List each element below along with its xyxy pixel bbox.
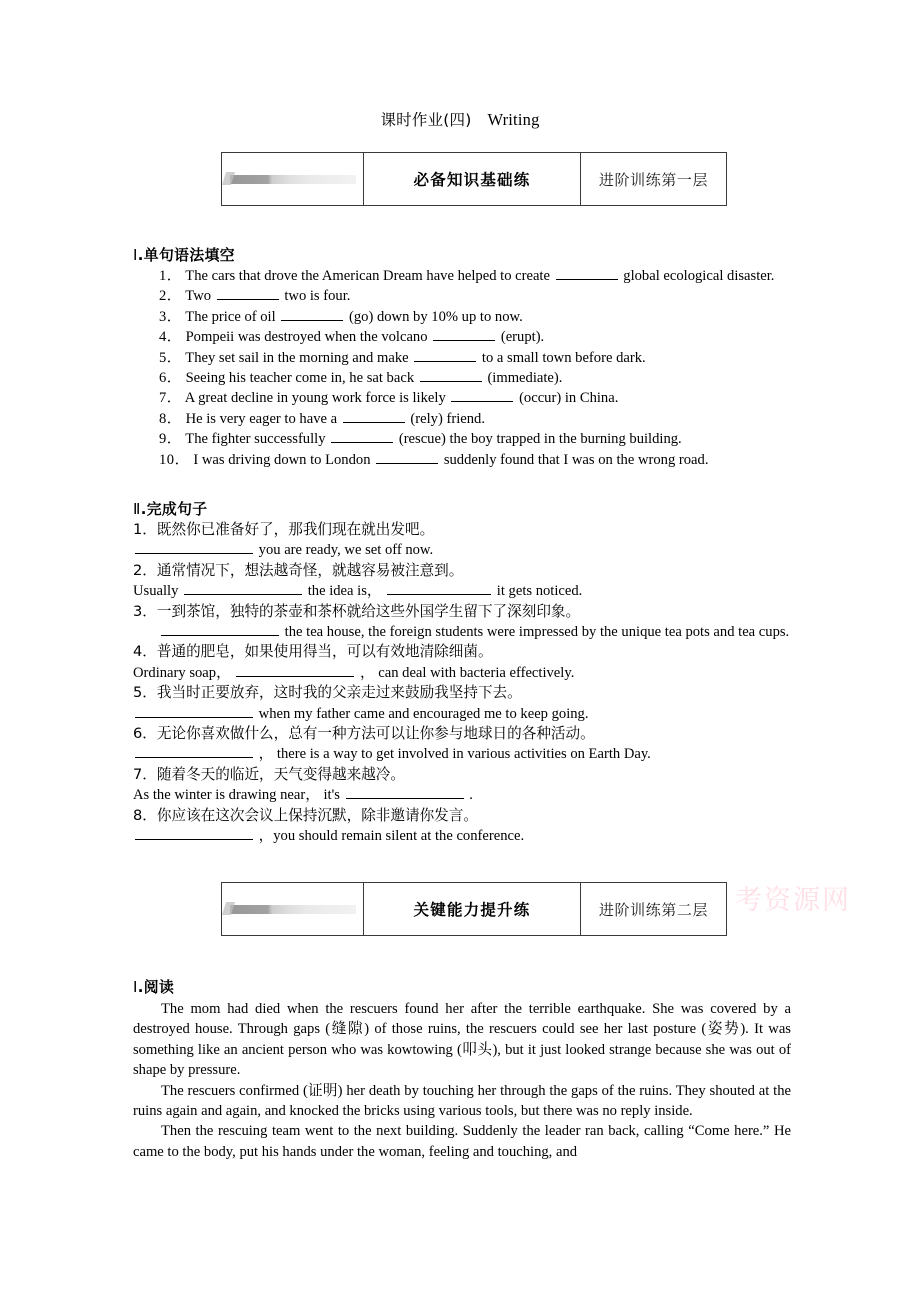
banner-label-1: 必备知识基础练 — [364, 153, 581, 205]
item-number: 7． — [133, 765, 157, 783]
translation-item — [133, 642, 791, 683]
translation-item — [133, 683, 791, 724]
section-one-heading-text: .单句语法填空 — [137, 247, 235, 264]
fill-in-blank[interactable] — [184, 581, 302, 595]
faded-smudge-icon — [230, 905, 356, 914]
prompt-text: 普通的肥皂，如果使用得当，可以有效地清除细菌。 — [156, 643, 493, 661]
item-text-after-blank: (rely) friend. — [410, 410, 485, 427]
section-two-numeral: Ⅱ — [133, 502, 141, 518]
section-two-heading-text: .完成句子 — [140, 501, 208, 518]
passage-paragraph: The rescuers confirmed (证明) her death by touching her through the gaps of the ruins. They shouted at the ruins again and again, and knocked the bricks using various tools, but there was no reply inside. — [133, 1082, 791, 1120]
translation-item — [133, 520, 791, 561]
fill-in-blank[interactable] — [420, 368, 482, 382]
translation-prompt-cn — [133, 602, 791, 622]
section-one-heading — [133, 246, 791, 266]
section-one-items — [133, 266, 791, 470]
section-three-heading-text: .阅读 — [137, 979, 175, 996]
translation-prompt-cn — [133, 806, 791, 826]
translation-answer-line — [133, 744, 791, 764]
answer-text: when my father came and encouraged me to keep going. — [258, 705, 589, 722]
fill-in-blank[interactable] — [433, 327, 495, 341]
item-text-before-blank: The cars that drove the American Dream have helped to create — [185, 268, 550, 284]
answer-text: it gets noticed. — [496, 583, 583, 600]
passage-paragraph: The mom had died when the rescuers found her after the terrible earthquake. She was covered by a destroyed house. Through gaps (缝隙) of those ruins, the rescuers could see her last posture (姿势). It was something like an ancient person who was kowtowing (叩头), but it just looked strange because she was out of shape by pressure. — [133, 1001, 791, 1079]
fill-in-blank[interactable] — [556, 266, 618, 280]
item-text-before-blank: He is very eager to have a — [185, 410, 338, 427]
fill-in-blank[interactable] — [343, 409, 405, 423]
item-text-after-blank: (go) down by 10% up to now. — [348, 308, 523, 325]
grammar-item — [133, 266, 791, 286]
banner-label-2: 关键能力提升练 — [364, 883, 581, 935]
item-text-before-blank: They set sail in the morning and make — [185, 349, 409, 366]
grammar-item — [133, 368, 791, 388]
item-number: 3． — [159, 308, 182, 325]
fill-in-blank[interactable] — [161, 622, 279, 636]
translation-answer-line — [133, 704, 791, 724]
item-number: 9． — [159, 431, 182, 448]
grammar-item — [133, 307, 791, 327]
prompt-text: 通常情况下，想法越奇怪，就越容易被注意到。 — [156, 561, 464, 579]
translation-item — [133, 765, 791, 806]
grammar-item — [133, 450, 791, 470]
item-number: 3． — [133, 602, 157, 620]
answer-text-mid: the idea is， — [307, 583, 382, 600]
answer-text: ， can deal with bacteria effectively. — [360, 664, 575, 681]
translation-item — [133, 561, 791, 602]
faded-smudge-icon — [230, 175, 356, 184]
grammar-item — [133, 388, 791, 408]
section-three-numeral: Ⅰ — [133, 980, 138, 996]
page-title-en: Writing — [487, 110, 540, 129]
section-one-numeral: Ⅰ — [133, 248, 138, 264]
translation-item — [133, 724, 791, 765]
fill-in-blank[interactable] — [346, 785, 464, 799]
translation-prompt-cn — [133, 520, 791, 540]
item-text-before-blank: Two — [185, 288, 212, 305]
translation-prompt-cn — [133, 724, 791, 744]
item-text-before-blank: Pompeii was destroyed when the volcano — [185, 329, 428, 346]
translation-answer-line — [133, 826, 791, 846]
fill-in-blank[interactable] — [135, 744, 253, 758]
reading-passage — [133, 999, 791, 1162]
fill-in-blank[interactable] — [331, 429, 393, 443]
watermark: 考资源网 — [735, 885, 851, 916]
page-title — [0, 110, 920, 130]
item-number: 1． — [159, 268, 182, 284]
item-text-after-blank: (immediate). — [487, 370, 563, 387]
answer-text-pre: Ordinary soap， — [133, 664, 231, 681]
section-two-heading — [133, 500, 791, 520]
answer-text: the tea house, the foreign students were impressed by the unique tea pots and tea cups. — [284, 624, 790, 641]
item-text-before-blank: The price of oil — [185, 308, 276, 325]
fill-in-blank[interactable] — [387, 581, 491, 595]
item-number: 6． — [159, 370, 182, 387]
answer-text-pre: Usually — [133, 583, 179, 600]
answer-text: ， there is a way to get involved in various activities on Earth Day. — [258, 746, 651, 763]
answer-text: . — [469, 787, 473, 804]
prompt-text: 既然你已准备好了，那我们现在就出发吧。 — [156, 521, 435, 538]
answer-text: ，you should remain silent at the conference. — [258, 828, 525, 845]
banner-decoration-cell-1 — [222, 153, 364, 205]
banner-decoration-cell-2 — [222, 883, 364, 935]
prompt-text: 我当时正要放弃，这时我的父亲走过来鼓励我坚持下去。 — [156, 684, 522, 702]
prompt-text: 无论你喜欢做什么，总有一种方法可以让你参与地球日的各种活动。 — [156, 725, 595, 743]
fill-in-blank[interactable] — [281, 307, 343, 321]
item-text-before-blank: The fighter successfully — [185, 431, 326, 448]
item-number: 1． — [133, 521, 157, 538]
item-text-after-blank: two is four. — [284, 288, 351, 305]
translation-answer-line — [133, 540, 791, 560]
section-three-heading — [133, 978, 791, 998]
answer-text: you are ready, we set off now. — [258, 542, 434, 559]
translation-answer-line — [133, 622, 791, 642]
page-title-cn: 课时作业(四) — [380, 111, 472, 129]
translation-prompt-cn — [133, 683, 791, 703]
item-text-after-blank: to a small town before dark. — [481, 349, 646, 366]
fill-in-blank[interactable] — [376, 450, 438, 464]
passage-paragraph: Then the rescuing team went to the next building. Suddenly the leader ran back, calling “Come here.” He came to the body, put his hands under the woman, feeling and touching, and — [133, 1123, 791, 1160]
translation-prompt-cn — [133, 642, 791, 662]
item-text-after-blank: global ecological disaster. — [623, 268, 775, 284]
section-banner-2 — [221, 882, 727, 936]
fill-in-blank[interactable] — [451, 388, 513, 402]
item-number: 6． — [133, 725, 157, 743]
item-number: 4． — [133, 643, 157, 661]
item-text-after-blank: (rescue) the boy trapped in the burning building. — [398, 431, 682, 448]
item-number: 2． — [133, 561, 157, 579]
fill-in-blank[interactable] — [135, 704, 253, 718]
item-number: 5． — [133, 684, 157, 702]
grammar-item — [133, 286, 791, 306]
grammar-item — [133, 327, 791, 347]
prompt-text: 一到茶馆，独特的茶壶和茶杯就给这些外国学生留下了深刻印象。 — [156, 602, 581, 620]
fill-in-blank[interactable] — [414, 348, 476, 362]
fill-in-blank[interactable] — [236, 663, 354, 677]
item-number: 8． — [133, 806, 157, 824]
translation-prompt-cn — [133, 765, 791, 785]
translation-answer-line — [133, 663, 791, 683]
grammar-item — [133, 409, 791, 429]
item-number: 5． — [159, 349, 182, 366]
grammar-item — [133, 348, 791, 368]
prompt-text: 随着冬天的临近，天气变得越来越冷。 — [156, 765, 405, 783]
item-text-before-blank: A great decline in young work force is likely — [184, 390, 446, 407]
grammar-item — [133, 429, 791, 449]
fill-in-blank[interactable] — [135, 540, 253, 554]
item-text-after-blank: suddenly found that I was on the wrong road. — [443, 451, 709, 468]
translation-answer-line — [133, 785, 791, 805]
section-two-items — [133, 520, 791, 847]
answer-text-pre: As the winter is drawing near， it's — [133, 787, 340, 804]
item-text-before-blank: Seeing his teacher come in, he sat back — [185, 370, 415, 387]
fill-in-blank[interactable] — [217, 286, 279, 300]
item-number: 4． — [159, 329, 182, 346]
item-text-after-blank: (occur) in China. — [519, 390, 619, 407]
translation-item — [133, 602, 791, 643]
translation-prompt-cn — [133, 561, 791, 581]
item-number: 8． — [159, 410, 182, 427]
item-number: 2． — [159, 288, 182, 305]
fill-in-blank[interactable] — [135, 826, 253, 840]
prompt-text: 你应该在这次会议上保持沉默，除非邀请你发言。 — [156, 806, 478, 824]
translation-item — [133, 806, 791, 847]
item-number: 10． — [159, 451, 190, 468]
section-banner-1 — [221, 152, 727, 206]
banner-tier-1: 进阶训练第一层 — [598, 170, 709, 189]
item-text-before-blank: I was driving down to London — [193, 451, 371, 468]
item-number: 7． — [159, 390, 182, 407]
translation-answer-line — [133, 581, 791, 601]
banner-tier-2: 进阶训练第二层 — [598, 900, 709, 919]
item-text-after-blank: (erupt). — [500, 329, 545, 346]
